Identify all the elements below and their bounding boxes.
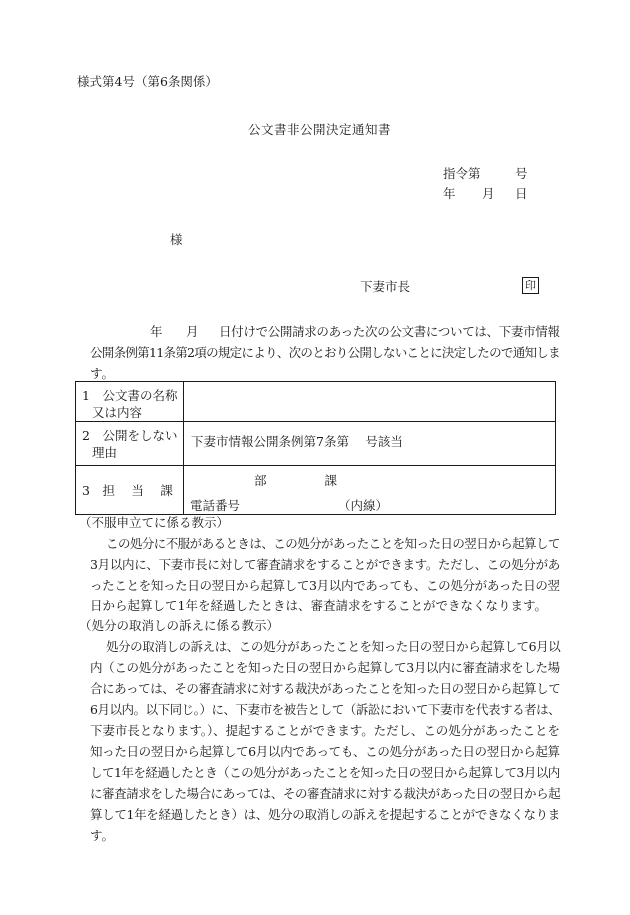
reference-number-suffix: 号 bbox=[515, 166, 528, 181]
row-label-line: 又は内容 bbox=[92, 405, 143, 420]
appeal-notice-line: 3月以内に、下妻市長に対して審査請求をすることができます。ただし、この処分があ bbox=[90, 557, 560, 572]
lawsuit-notice-line: 内（この処分があったことを知った日の翌日から起算して3月以内に審査請求をした場 bbox=[90, 660, 560, 675]
intro-text-line-2: 公開条例第11条第2項の規定により、次のとおり公開しないことに決定したので通知しま bbox=[90, 345, 560, 360]
appeal-notice-line: この処分に不服があるときは、この処分があったことを知った日の翌日から起算して bbox=[106, 536, 560, 551]
row-label-reason bbox=[76, 422, 184, 466]
intro-text-line-3: す。 bbox=[90, 366, 115, 381]
lawsuit-notice-heading: （処分の取消しの訴えに係る教示） bbox=[79, 618, 280, 633]
seal-stamp: 印 bbox=[522, 277, 539, 294]
lawsuit-notice-line: に審査請求をした場合にあっては、その審査請求に対する裁決があった日の翌日から起 bbox=[90, 786, 561, 801]
lawsuit-notice-line: 6月以内。以下同じ。）に、下妻市を被告として（訴訟において下妻市を代表する者は、 bbox=[90, 702, 561, 717]
document-name-value bbox=[184, 382, 556, 422]
department-label: 部 bbox=[254, 473, 267, 488]
lawsuit-notice-line: す。 bbox=[90, 828, 115, 843]
appeal-notice-line: 日から起算して1年を経過したときは、審査請求をすることができなくなります。 bbox=[90, 598, 547, 613]
row-label-line: 2 公開をしない bbox=[82, 428, 178, 443]
table-row bbox=[76, 422, 556, 466]
form-number: 様式第4号（第6条関係） bbox=[77, 74, 218, 89]
appeal-notice-heading: （不服申立てに係る教示） bbox=[79, 515, 230, 530]
lawsuit-notice-line: して1年を経過したとき（この処分があったことを知った日の翌日から起算して3月以内 bbox=[90, 765, 560, 780]
lawsuit-notice-line: 合にあっては、その審査請求に対する裁決があったことを知った日の翌日から起算して bbox=[90, 681, 561, 696]
decision-details-table bbox=[75, 381, 556, 515]
date-month-label: 月 bbox=[482, 186, 495, 201]
extension-label: （内線） bbox=[338, 498, 389, 513]
row-label-line: 理由 bbox=[92, 445, 118, 460]
section-label: 課 bbox=[324, 473, 338, 488]
lawsuit-notice-line: 処分の取消しの訴えは、この処分があったことを知った日の翌日から起算して6月以 bbox=[106, 639, 561, 654]
page-title: 公文書非公開決定通知書 bbox=[248, 122, 392, 137]
addressee-honorific: 様 bbox=[170, 232, 183, 247]
date-year-label: 年 bbox=[443, 186, 456, 201]
lawsuit-notice-line: 下妻市長となります。）、提起することができます。ただし、この処分があったことを bbox=[90, 723, 560, 738]
table-row bbox=[76, 382, 556, 422]
row-label-document-name bbox=[76, 382, 184, 422]
intro-year-label: 年 bbox=[150, 324, 163, 339]
row-label-line: 1 公文書の名称 bbox=[82, 388, 178, 403]
intro-text-line-1: 日付けで公開請求のあった次の公文書については、下妻市情報 bbox=[219, 324, 560, 339]
lawsuit-notice-line: 知った日の翌日から起算して6月以内であっても、この処分があった日の翌日から起算 bbox=[90, 744, 560, 759]
appeal-notice-line: ったことを知った日の翌日から起算して3月以内であっても、この処分があった日の翌 bbox=[90, 578, 560, 593]
intro-month-label: 月 bbox=[186, 324, 199, 339]
lawsuit-notice-line: 算して1年を経過したとき）は、処分の取消しの訴えを提起することができなくなりま bbox=[90, 807, 560, 822]
date-day-label: 日 bbox=[515, 186, 528, 201]
reference-number-prefix: 指令第 bbox=[443, 166, 481, 181]
department-value bbox=[184, 466, 556, 515]
row-label-department: 3 担 当 課 bbox=[76, 466, 184, 515]
sender-name: 下妻市長 bbox=[360, 279, 411, 294]
phone-label: 電話番号 bbox=[190, 498, 241, 513]
reason-value: 下妻市情報公開条例第7条第 号該当 bbox=[184, 422, 556, 466]
table-row bbox=[76, 466, 556, 515]
